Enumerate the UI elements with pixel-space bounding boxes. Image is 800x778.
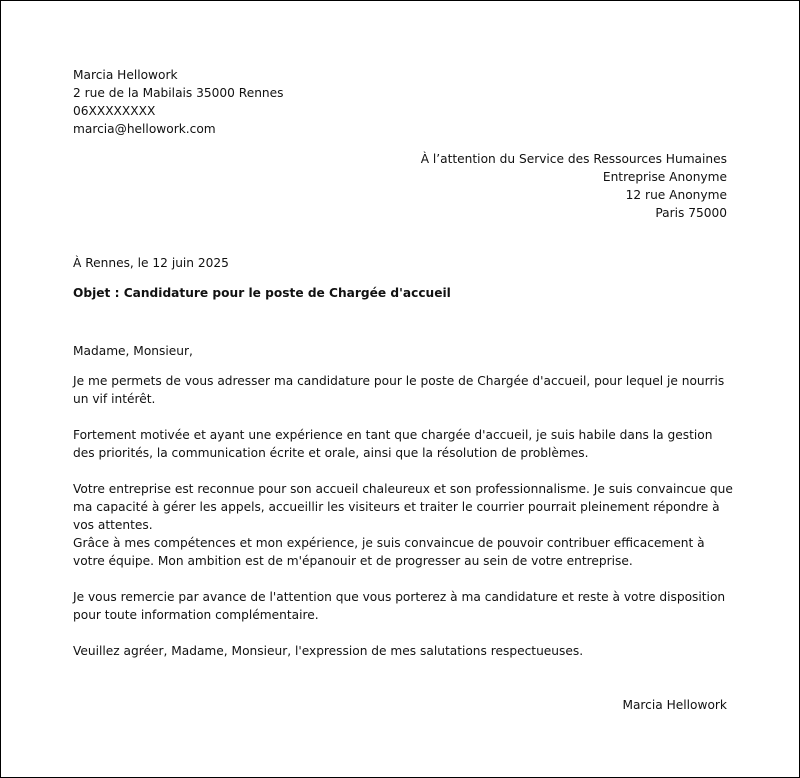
recipient-block xyxy=(421,150,727,222)
paragraph-intro: Je me permets de vous adresser ma candidature pour le poste de Chargée d'accueil, pour lequel je nourris un vif intérêt. xyxy=(73,374,725,406)
sender-block xyxy=(73,66,284,138)
recipient-city: Paris 75000 xyxy=(655,206,727,220)
recipient-attention: À l’attention du Service des Ressources Humaines xyxy=(420,152,727,166)
paragraph-thanks: Je vous remercie par avance de l'attention que vous porterez à ma candidature et reste à votre disposition pour toute information complémentaire. xyxy=(73,590,726,622)
sender-address: 2 rue de la Mabilais 35000 Rennes xyxy=(73,86,284,100)
date-line: À Rennes, le 12 juin 2025 xyxy=(73,256,229,270)
recipient-company: Entreprise Anonyme xyxy=(602,170,727,184)
paragraph-ambition: Grâce à mes compétences et mon expérience, je suis convaincue de pouvoir contribuer efficacement à votre équipe. Mon ambition est de m'épanouir et de progresser au sein de votre entreprise. xyxy=(73,536,705,568)
recipient-street: 12 rue Anonyme xyxy=(625,188,727,202)
sender-email: marcia@hellowork.com xyxy=(73,122,216,136)
signature: Marcia Hellowork xyxy=(622,698,727,712)
salutation: Madame, Monsieur, xyxy=(73,344,193,358)
paragraph-company: Votre entreprise est reconnue pour son accueil chaleureux et son professionnalisme. Je suis convaincue que ma capacité à gérer les appels, accueillir les visiteurs et traiter le courrier pourrait pleinement répondre à vos attentes. xyxy=(73,482,733,532)
sender-name: Marcia Hellowork xyxy=(73,68,178,82)
subject-line: Objet : Candidature pour le poste de Chargée d'accueil xyxy=(73,286,451,300)
paragraph-closing: Veuillez agréer, Madame, Monsieur, l'expression de mes salutations respectueuses. xyxy=(73,644,584,658)
paragraph-skills: Fortement motivée et ayant une expérience en tant que chargée d'accueil, je suis habile dans la gestion des priorités, la communication écrite et orale, ainsi que la résolution de problèmes. xyxy=(73,428,713,460)
sender-phone: 06XXXXXXXX xyxy=(73,104,156,118)
